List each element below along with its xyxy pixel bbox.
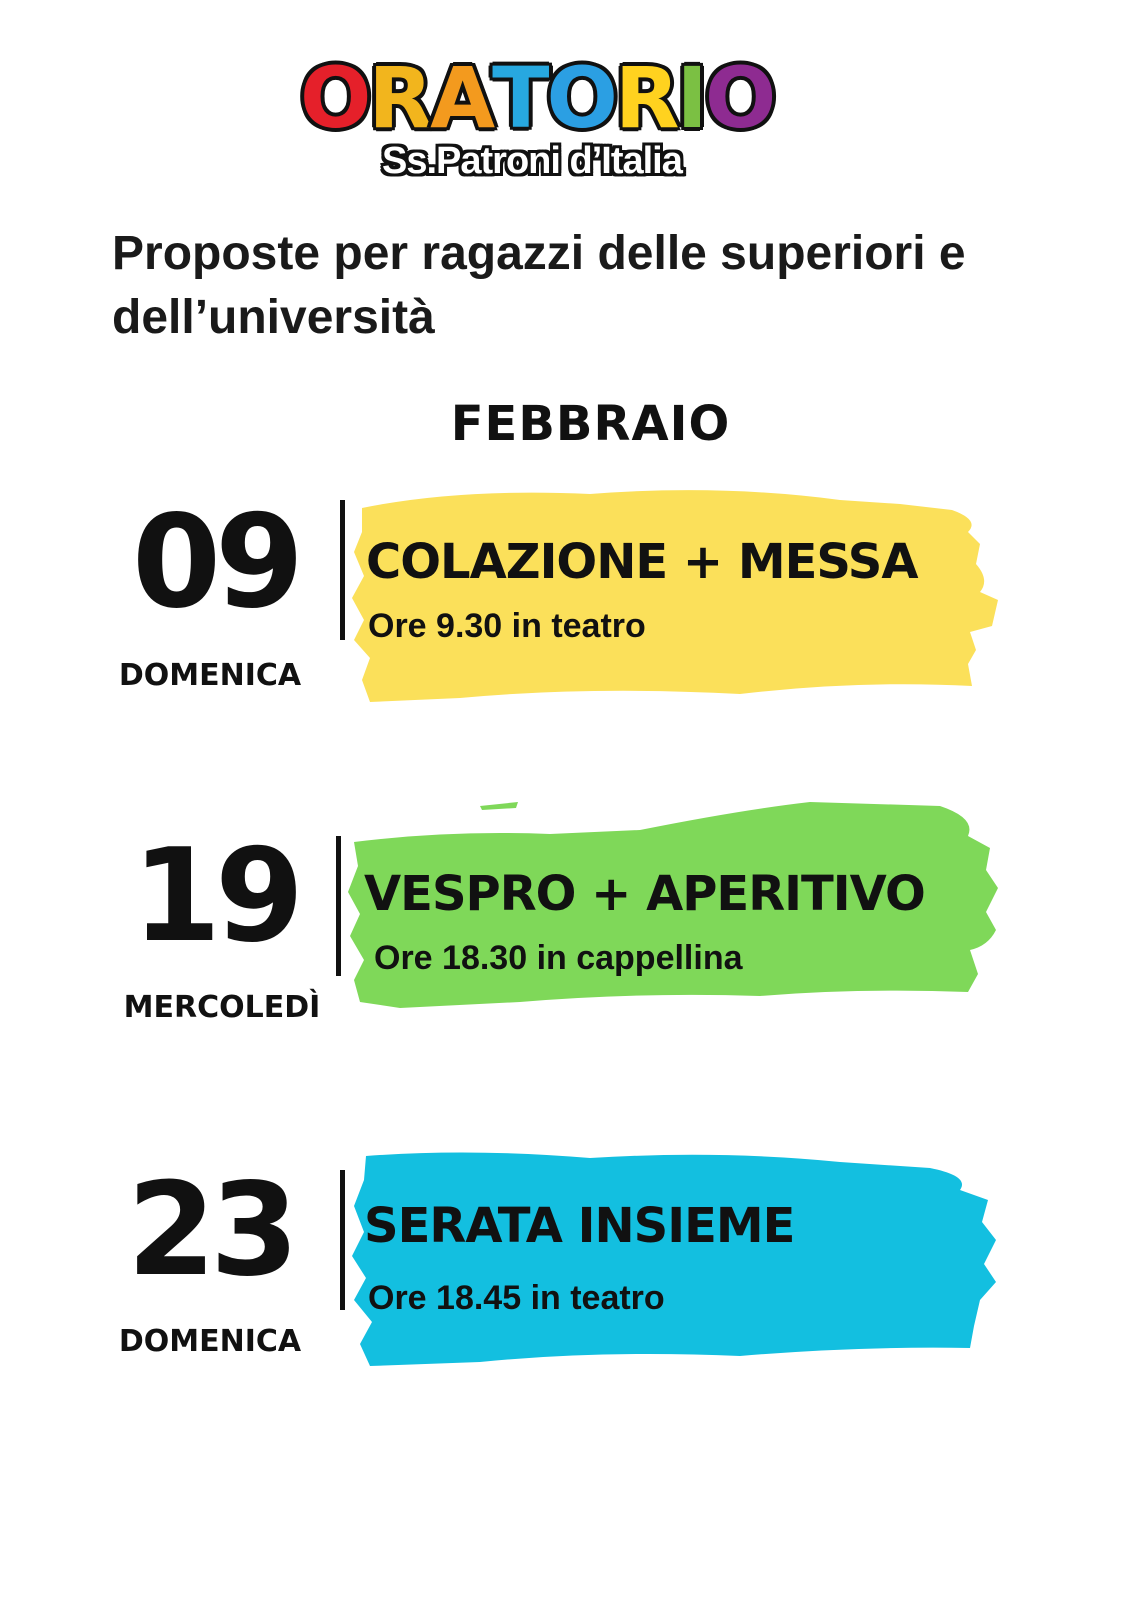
event-time: Ore 18.45 in teatro [368,1279,665,1317]
page-heading: Proposte per ragazzi delle superiori e dell’università [112,227,966,344]
event-day-number: 23 [126,1156,294,1305]
logo-letter: O [546,49,615,147]
logo-subtitle: Ss.Patroni d’Italia [382,140,682,182]
event-day-number: 09 [131,488,299,637]
brush-stroke [340,480,1005,710]
event-weekday: DOMENICA [118,658,302,693]
event-title: SERATA INSIEME [364,1198,795,1254]
logo-letter: R [368,49,431,147]
event-title: COLAZIONE + MESSA [366,534,918,590]
logo-letter: O [704,49,774,147]
logo-letter: A [430,49,493,147]
event-time: Ore 18.30 in cappellina [374,939,743,977]
event-day-number: 19 [131,822,299,971]
event-time: Ore 9.30 in teatro [368,607,646,645]
brush-fill [352,1152,996,1366]
logo-letter: O [300,49,369,147]
logo-wordmark [300,48,810,148]
event-weekday: DOMENICA [118,1324,302,1359]
logo-letter: I [676,49,705,147]
oratorio-logo [300,48,810,188]
logo-letter: R [614,49,677,147]
event-title: VESPRO + APERITIVO [364,866,925,922]
event-weekday: MERCOLEDÌ [123,990,321,1025]
brush-fleck [480,802,518,810]
month-title: FEBBRAIO [450,396,731,452]
brush-fill [352,490,998,702]
logo-letter: T [492,49,547,147]
